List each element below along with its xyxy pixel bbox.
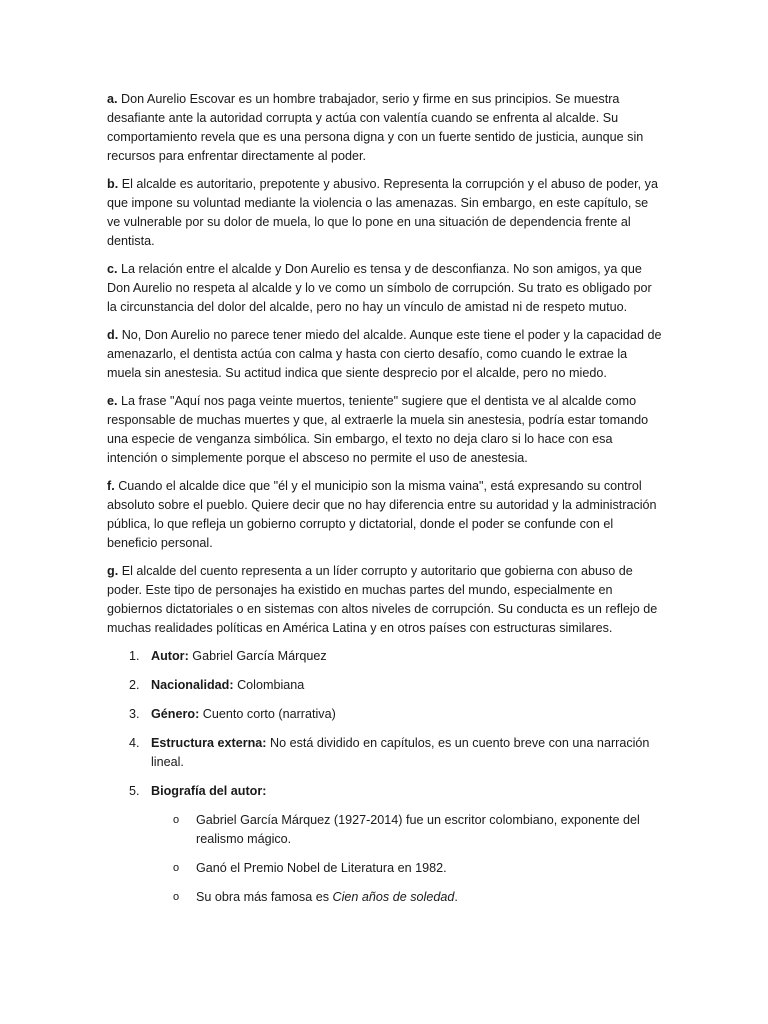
biography-text: Su obra más famosa es <box>196 890 333 904</box>
answer-letter: c. <box>107 262 118 276</box>
info-item-structure <box>107 734 663 772</box>
info-value: Cuento corto (narrativa) <box>199 707 336 721</box>
biography-text-suffix: . <box>454 890 458 904</box>
bullet-icon: o <box>173 891 180 903</box>
answer-text: Don Aurelio Escovar es un hombre trabajador, serio y firme en sus principios. Se muestra desafiante ante la autoridad corrupta y actúa con valentía cuando se enfrenta al alcalde. Su comportamiento revela que es una persona digna y con un fuerte sentido de justicia, aunque sin recursos para enfrentar directamente al poder. <box>107 92 644 163</box>
info-item-biography <box>107 782 663 907</box>
answer-text: El alcalde del cuento representa a un líder corrupto y autoritario que gobierna con abuso de poder. Este tipo de personajes ha existido en muchas partes del mundo, especialmente en gobiernos dictatoriales o en sistemas con altos niveles de corrupción. Su conducta es un reflejo de muchas realidades políticas en América Latina y en otros países con estructuras similares. <box>107 564 658 635</box>
answer-letter: f. <box>107 479 115 493</box>
answer-letter: a. <box>107 92 118 106</box>
info-item-author <box>107 647 663 666</box>
bullet-icon: o <box>173 862 180 874</box>
list-number: 4. <box>129 736 140 750</box>
answer-text: Cuando el alcalde dice que "él y el municipio son la misma vaina", está expresando su control absoluto sobre el pueblo. Quiere decir que no hay diferencia entre su autoridad y la administración pública, lo que refleja un gobierno corrupto y dictatorial, donde el poder se confunde con el beneficio personal. <box>107 479 657 550</box>
info-label: Autor: <box>151 649 189 663</box>
answer-text: No, Don Aurelio no parece tener miedo del alcalde. Aunque este tiene el poder y la capacidad de amenazarlo, el dentista actúa con calma y hasta con cierto desafío, como cuando le extrae la muela sin anestesia. Su actitud indica que siente desprecio por el alcalde, pero no miedo. <box>107 328 662 380</box>
document-page <box>107 90 663 917</box>
answer-e <box>107 392 663 468</box>
info-label: Nacionalidad: <box>151 678 234 692</box>
info-list <box>107 647 663 907</box>
biography-item <box>151 888 663 907</box>
answer-text: El alcalde es autoritario, prepotente y abusivo. Representa la corrupción y el abuso de poder, ya que impone su voluntad mediante la violencia o las amenazas. Sin embargo, en este capítulo, se ve vulnerable por su dolor de muela, lo que lo pone en una situación de dependencia frente al dentista. <box>107 177 658 248</box>
info-item-nationality <box>107 676 663 695</box>
biography-text: Ganó el Premio Nobel de Literatura en 1982. <box>196 861 447 875</box>
info-label: Género: <box>151 707 200 721</box>
biography-text: Gabriel García Márquez (1927-2014) fue un escritor colombiano, exponente del realismo mágico. <box>196 813 640 846</box>
answer-letter: e. <box>107 394 118 408</box>
answer-letter: d. <box>107 328 119 342</box>
answer-a <box>107 90 663 166</box>
info-value: No está dividido en capítulos, es un cuento breve con una narración lineal. <box>151 736 650 769</box>
answer-c <box>107 260 663 317</box>
answer-text: La relación entre el alcalde y Don Aurelio es tensa y de desconfianza. No son amigos, ya que Don Aurelio no respeta al alcalde y lo ve como un símbolo de corrupción. Su trato es obligado por la circunstancia del dolor del alcalde, pero no hay un vínculo de amistad ni de respeto mutuo. <box>107 262 652 314</box>
info-value: Gabriel García Márquez <box>188 649 327 663</box>
bullet-icon: o <box>173 814 180 826</box>
info-label: Biografía del autor: <box>151 784 267 798</box>
list-number: 3. <box>129 707 140 721</box>
info-label: Estructura externa: <box>151 736 267 750</box>
book-title: Cien años de soledad <box>332 890 455 904</box>
biography-list <box>151 811 663 907</box>
list-number: 5. <box>129 784 140 798</box>
answer-letter: b. <box>107 177 119 191</box>
list-number: 2. <box>129 678 140 692</box>
list-number: 1. <box>129 649 140 663</box>
answer-g <box>107 562 663 638</box>
info-item-genre <box>107 705 663 724</box>
answer-text: La frase "Aquí nos paga veinte muertos, teniente" sugiere que el dentista ve al alcalde como responsable de muchas muertes y que, al extraerle la muela sin anestesia, podría estar tomando una especie de venganza simbólica. Sin embargo, el texto no deja claro si lo hace con esa intención o simplemente porque el absceso no permite el uso de anestesia. <box>107 394 649 465</box>
biography-item <box>151 811 663 849</box>
answer-d <box>107 326 663 383</box>
info-value: Colombiana <box>233 678 305 692</box>
answer-b <box>107 175 663 251</box>
biography-item <box>151 859 663 878</box>
answer-f <box>107 477 663 553</box>
answer-letter: g. <box>107 564 119 578</box>
